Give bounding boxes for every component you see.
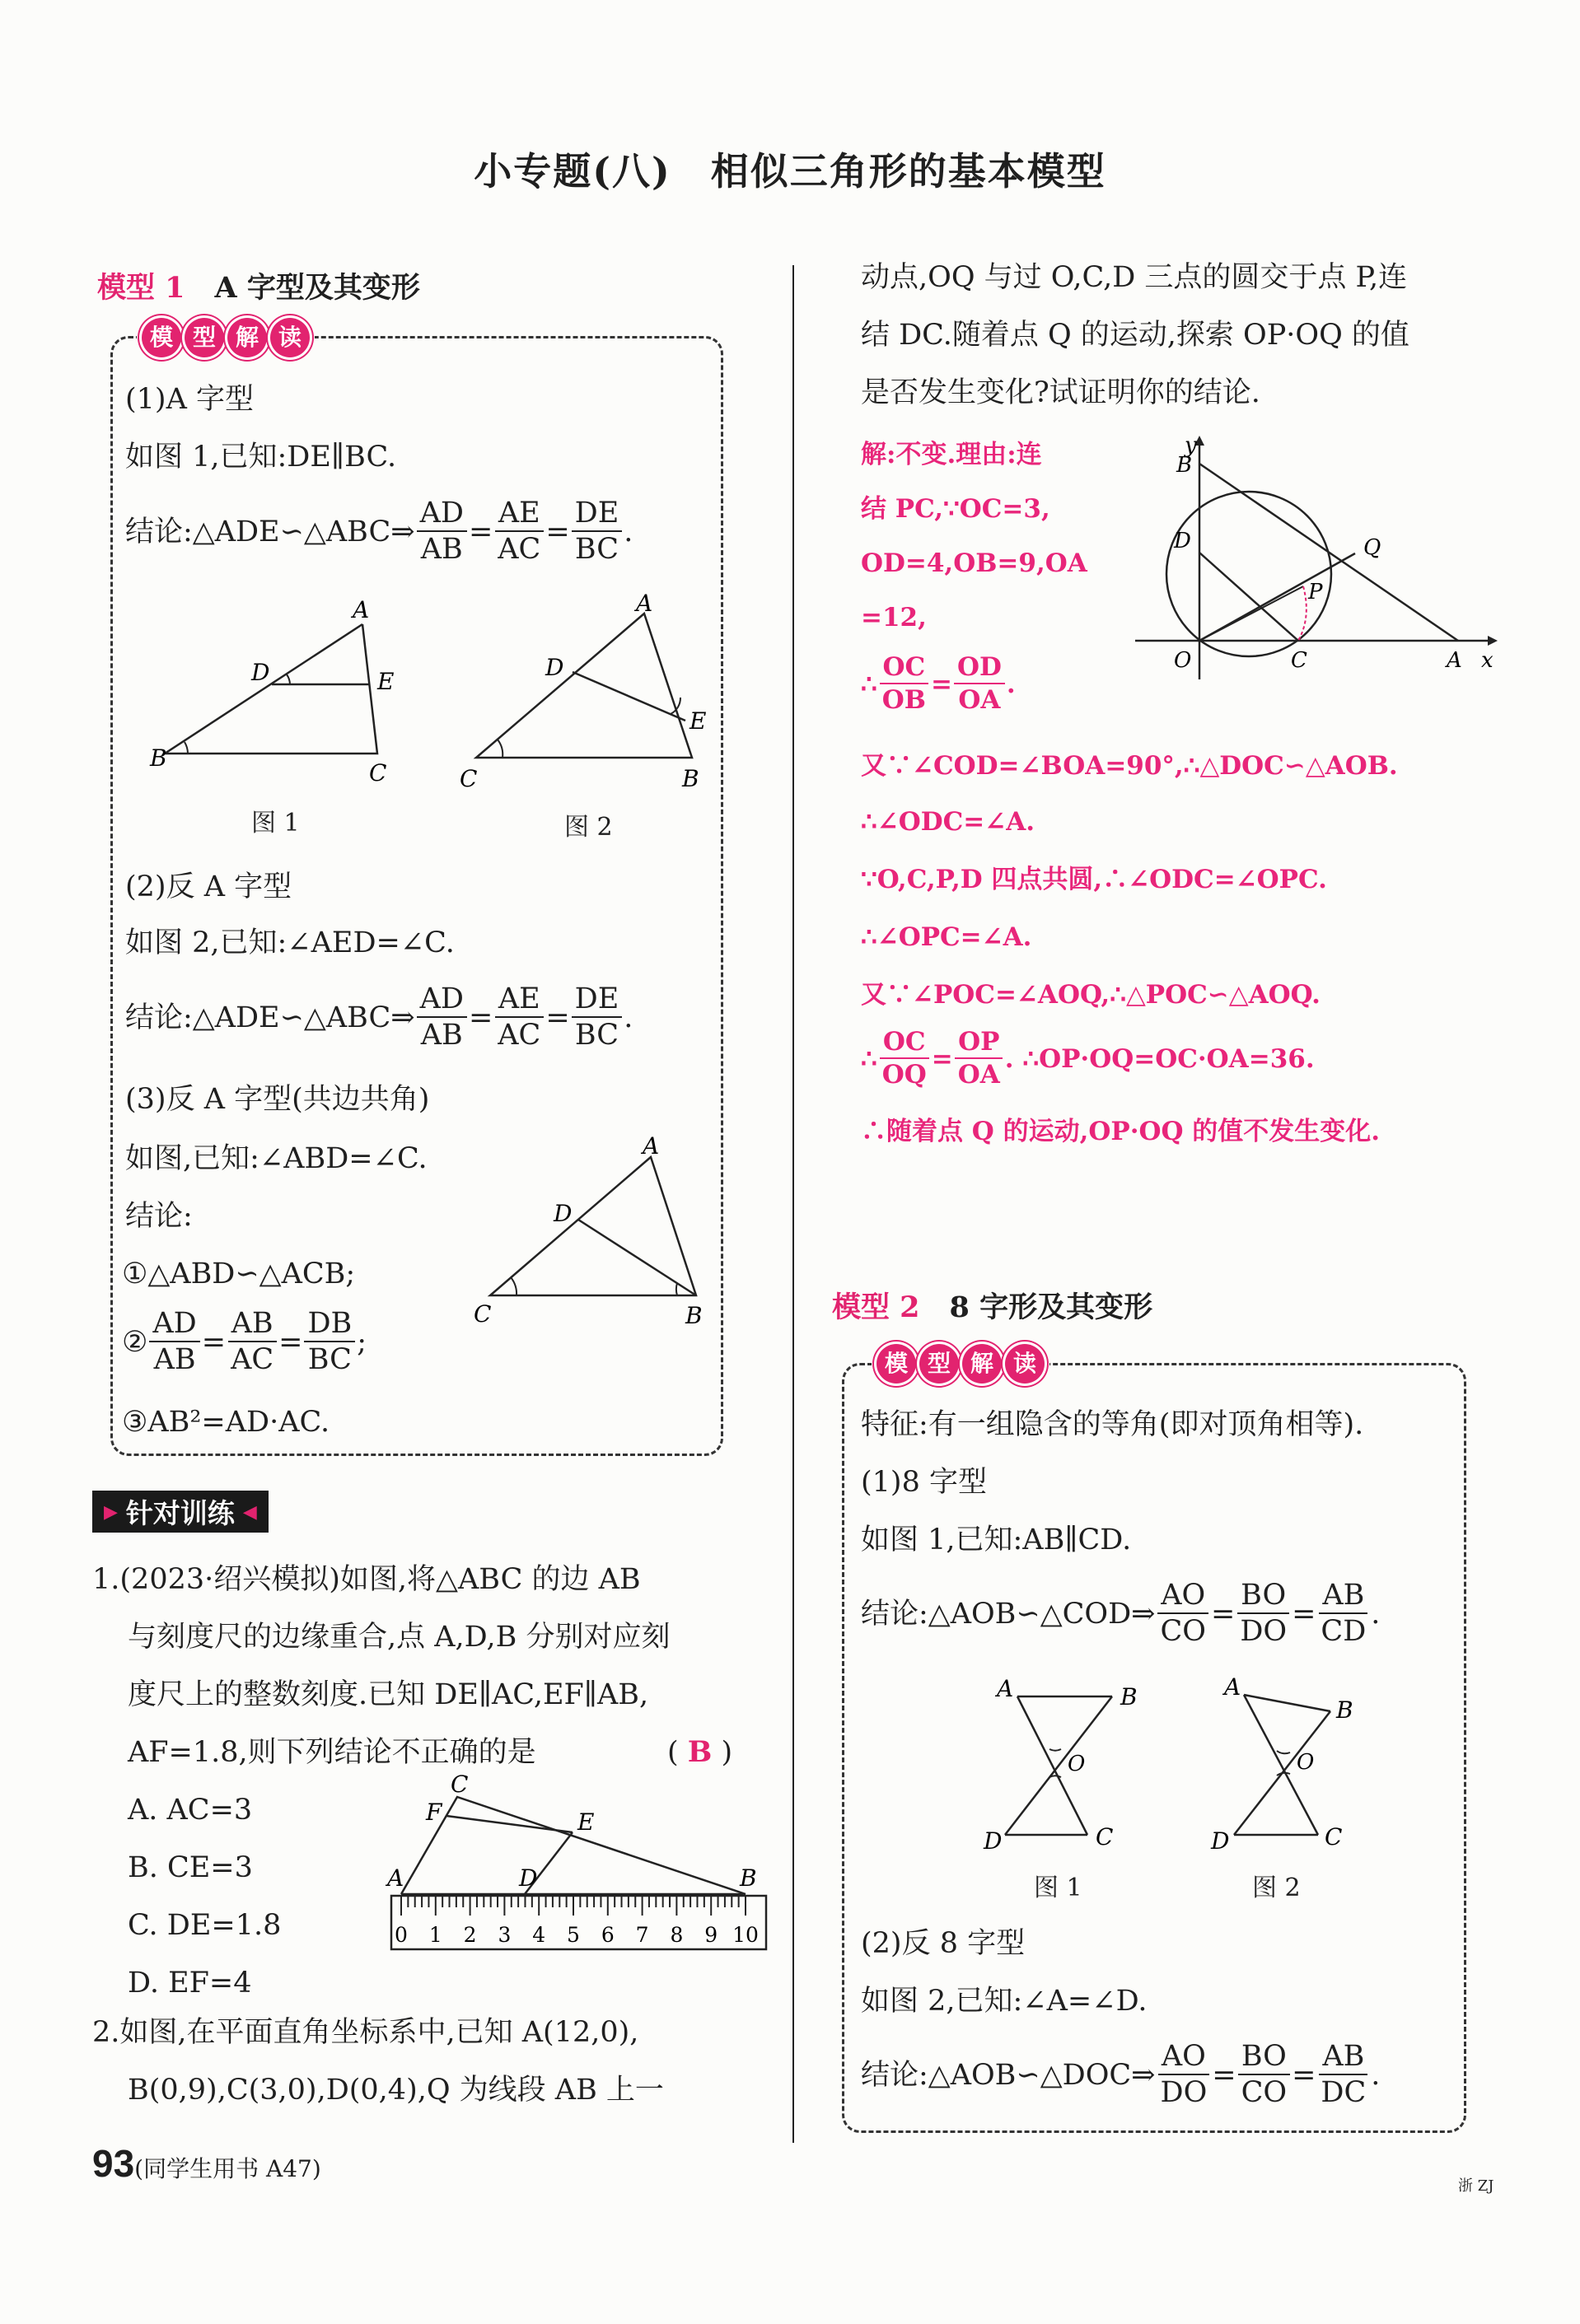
q1-option-a: A. AC=3 — [128, 1794, 253, 1827]
fraction — [1238, 2042, 1290, 2107]
solution-line-6: ∴∠ODC=∠A. — [861, 807, 1035, 837]
ruler-number: 3 — [498, 1923, 512, 1947]
reverse-a-conclusion: 结论:△ADE∽△ABC⇒ $\frac{AD}{AB}$ = $\frac{AE}{AC}$ = $\frac{DE}{BC}$ . — [125, 982, 633, 1052]
numerator: OC — [880, 1029, 929, 1059]
period: . — [1006, 669, 1016, 699]
q1-answer-letter: B — [687, 1735, 713, 1769]
svg-text:A: A — [387, 1864, 404, 1892]
reverse-a-title: (2)反 A 字型 — [125, 870, 292, 903]
solution-line-3: OD=4,OB=9,OA — [861, 548, 1087, 578]
numerator: AD — [417, 985, 467, 1018]
fraction — [417, 499, 467, 564]
q1-line-4: AF=1.8,则下列结论不正确的是 — [128, 1736, 536, 1769]
svg-text:O: O — [1068, 1752, 1086, 1776]
m2-fig2-caption: 图 2 — [1252, 1874, 1301, 1902]
fraction — [494, 982, 544, 1052]
svg-text:D: D — [251, 659, 270, 686]
ruler-number: 5 — [567, 1923, 580, 1947]
numerator: AD — [149, 1309, 199, 1342]
figure-eight-shape — [972, 1672, 1170, 1861]
shared-angle-c1: ①△ABD∽△ACB; — [122, 1258, 356, 1290]
column-divider — [792, 265, 794, 2143]
svg-text:B: B — [1336, 1696, 1353, 1724]
denominator: AC — [231, 1343, 274, 1376]
numerator: AO — [1158, 2042, 1209, 2075]
q1-option-b: B. CE=3 — [128, 1851, 253, 1884]
solution-line-10: ∴随着点 Q 的运动,OP·OQ 的值不发生变化. — [861, 1117, 1381, 1146]
svg-text:E: E — [577, 1808, 595, 1836]
numerator: AO — [1157, 1581, 1208, 1614]
ruler-number: 4 — [532, 1923, 546, 1947]
reverse-eight-title: (2)反 8 字型 — [861, 1927, 1026, 1960]
q2-line-2: B(0,9),C(3,0),D(0,4),Q 为线段 AB 上一 — [128, 2074, 664, 2107]
svg-text:D: D — [519, 1864, 538, 1892]
badge-char: 模 — [876, 1344, 916, 1384]
solution-line-7: ∵O,C,P,D 四点共圆,∴∠ODC=∠OPC. — [861, 865, 1327, 894]
solution-line-9: 又∵∠POC=∠AOQ,∴△POC∽△AOQ. — [861, 980, 1321, 1010]
denominator: CO — [1160, 1615, 1206, 1648]
svg-text:C: C — [474, 1300, 492, 1328]
figure-a-shape — [148, 593, 412, 791]
denominator: DO — [1160, 2076, 1208, 2109]
fig1-caption: 图 1 — [251, 809, 300, 838]
fraction — [304, 1309, 355, 1374]
ruler-number: 6 — [601, 1923, 615, 1947]
therefore: ∴ — [861, 1043, 877, 1074]
badge-char: 型 — [185, 318, 224, 357]
q1-option-d: D. EF=4 — [128, 1967, 252, 2000]
ruler-number: 0 — [395, 1923, 408, 1947]
svg-text:E: E — [689, 707, 707, 735]
q2-line-1: 2.如图,在平面直角坐标系中,已知 A(12,0), — [92, 2016, 639, 2049]
reverse-eight-given: 如图 2,已知:∠A=∠D. — [861, 1985, 1148, 2018]
conclusion-text: 结论:△AOB∽△COD⇒ — [861, 1597, 1156, 1631]
solution-fraction-2 — [861, 1029, 1315, 1088]
denominator: OA — [958, 685, 1001, 715]
svg-text:D: D — [1211, 1827, 1230, 1855]
ruler-number: 1 — [428, 1923, 442, 1947]
numerator: AB — [1319, 1581, 1367, 1614]
svg-text:O: O — [1174, 648, 1192, 673]
q1-answer: ( B ) — [667, 1735, 733, 1769]
badge-char: 解 — [227, 318, 267, 357]
svg-text:O: O — [1297, 1750, 1315, 1775]
eight-shape-conclusion: 结论:△AOB∽△COD⇒ $\frac{AO}{CO}$ = $\frac{BO}{DO}$ = $\frac{AB}{CD}$ . — [861, 1579, 1381, 1648]
conclusion-text: 结论:△ADE∽△ABC⇒ — [125, 515, 415, 548]
svg-text:C: C — [369, 759, 387, 786]
fig2-caption: 图 2 — [564, 813, 613, 842]
fraction — [572, 982, 623, 1052]
shared-angle-conclusion-label: 结论: — [125, 1200, 193, 1233]
a-shape-conclusion: 结论:△ADE∽△ABC⇒ $\frac{AD}{AB}$ = $\frac{AE}{AC}$ = $\frac{DE}{BC}$ . — [125, 497, 633, 566]
numerator: OP — [955, 1029, 1003, 1059]
fraction — [954, 652, 1005, 715]
svg-text:D: D — [554, 1200, 573, 1227]
badge-char: 型 — [919, 1344, 959, 1384]
fraction — [1236, 1581, 1290, 1646]
solution-line-4: =12, — [861, 603, 927, 632]
numerator: DE — [572, 985, 623, 1018]
figure-coordinate — [1129, 432, 1508, 688]
badge-char: 读 — [270, 318, 310, 357]
figure-reverse-a — [453, 593, 717, 799]
model2-heading — [832, 1285, 1152, 1326]
shared-angle-title: (3)反 A 字型(共边共角) — [125, 1083, 430, 1116]
fraction — [1317, 2042, 1369, 2107]
page-number: 93 — [92, 2142, 135, 2185]
badge-char: 模 — [142, 318, 181, 357]
reverse-eight-conclusion: 结论:△AOB∽△DOC⇒ $\frac{AO}{DO}$ = $\frac{BO}{CO}$ = $\frac{AB}{DC}$ . — [861, 2040, 1381, 2109]
svg-text:B: B — [685, 1302, 703, 1329]
denominator: BC — [574, 1019, 619, 1052]
shared-angle-c3: ③AB²=AD·AC. — [122, 1406, 330, 1439]
a-shape-given: 如图 1,已知:DE∥BC. — [125, 441, 397, 474]
denominator: CD — [1321, 1615, 1367, 1648]
denominator: OQ — [881, 1060, 927, 1090]
denominator: BC — [307, 1343, 352, 1376]
svg-text:A: A — [1447, 648, 1462, 673]
page-title: 小专题(八) 相似三角形的基本模型 — [474, 149, 1106, 194]
solution-line-2: 结 PC,∵OC=3, — [861, 494, 1050, 524]
solution-fraction-1 — [861, 652, 1016, 715]
equals: = — [931, 1043, 953, 1074]
denominator: CO — [1241, 2076, 1288, 2109]
model2-name: 8 字形及其变形 — [949, 1290, 1153, 1324]
svg-text:Q: Q — [1363, 535, 1381, 560]
numerator: DE — [572, 499, 623, 532]
denominator: DC — [1321, 2076, 1367, 2109]
q1-line-3: 度尺上的整数刻度.已知 DE∥AC,EF∥AB, — [128, 1678, 649, 1711]
result-text: . ∴OP·OQ=OC·OA=36. — [1004, 1043, 1315, 1074]
conclusion-text: 结论:△AOB∽△DOC⇒ — [861, 2058, 1156, 2092]
eight-shape-title: (1)8 字型 — [861, 1466, 987, 1499]
model2-number: 模型 2 — [832, 1290, 920, 1324]
svg-text:y: y — [1185, 433, 1197, 458]
denominator: OA — [957, 1060, 1000, 1090]
q1-option-c: C. DE=1.8 — [128, 1909, 282, 1942]
denominator: AB — [420, 533, 463, 566]
ruler-number: 2 — [463, 1923, 477, 1947]
denominator: BC — [574, 533, 619, 566]
reverse-a-given: 如图 2,已知:∠AED=∠C. — [125, 926, 455, 959]
svg-text:C: C — [1325, 1823, 1343, 1850]
figure-ruler — [383, 1771, 770, 1960]
model1-badge — [137, 318, 315, 357]
shared-angle-given: 如图,已知:∠ABD=∠C. — [125, 1142, 428, 1175]
fraction — [417, 982, 467, 1052]
fraction — [879, 1029, 930, 1088]
denominator: OB — [881, 685, 926, 715]
fraction — [572, 499, 623, 564]
q1-line-2: 与刻度尺的边缘重合,点 A,D,B 分别对应刻 — [128, 1621, 671, 1654]
model1-heading — [97, 265, 420, 306]
denominator: DO — [1240, 1615, 1288, 1648]
fraction — [494, 499, 544, 564]
svg-text:B: B — [740, 1864, 757, 1892]
training-label: ▶ 针对训练 ◀ — [92, 1491, 269, 1533]
therefore: ∴ — [861, 669, 877, 699]
denominator: AC — [498, 533, 541, 566]
badge-char: 解 — [962, 1344, 1002, 1384]
equals: = — [930, 669, 952, 699]
svg-text:B: B — [1176, 453, 1193, 478]
ruler-number: 10 — [732, 1923, 759, 1947]
fraction — [149, 1309, 199, 1374]
numerator: OD — [954, 655, 1005, 684]
model1-name: A 字型及其变形 — [214, 271, 420, 305]
model2-feature: 特征:有一组隐含的等角(即对顶角相等). — [861, 1408, 1364, 1441]
svg-text:x: x — [1481, 648, 1494, 673]
denominator: AB — [420, 1019, 463, 1052]
solution-line-1: 解:不变.理由:连 — [861, 440, 1042, 469]
denominator: AB — [153, 1343, 196, 1376]
svg-text:F: F — [426, 1799, 442, 1826]
conclusion-text: 结论:△ADE∽△ABC⇒ — [125, 1001, 415, 1034]
svg-text:A: A — [353, 596, 370, 623]
svg-text:P: P — [1308, 580, 1323, 604]
ruler-number: 7 — [635, 1923, 649, 1947]
m2-fig1-caption: 图 1 — [1034, 1874, 1082, 1902]
svg-text:A: A — [1224, 1673, 1241, 1701]
figure-shared-angle — [461, 1132, 725, 1330]
fraction — [879, 652, 929, 715]
svg-text:C: C — [1291, 648, 1307, 673]
model1-number: 模型 1 — [97, 271, 185, 305]
numerator: AE — [495, 985, 544, 1018]
training-label-text: 针对训练 — [125, 1497, 235, 1529]
fraction — [1157, 1581, 1209, 1646]
svg-text:C: C — [451, 1771, 469, 1798]
svg-text:B: B — [150, 744, 167, 772]
numerator: OC — [880, 655, 929, 684]
eight-shape-given: 如图 1,已知:AB∥CD. — [861, 1524, 1132, 1556]
numerator: BO — [1238, 2042, 1290, 2075]
fraction — [1157, 2042, 1211, 2107]
fraction — [227, 1309, 277, 1374]
svg-text:A: A — [636, 593, 653, 617]
ruler-ticks — [401, 1896, 746, 1916]
svg-text:D: D — [984, 1827, 1003, 1855]
numerator: DB — [304, 1309, 355, 1342]
denominator: AC — [498, 1019, 541, 1052]
svg-text:C: C — [460, 765, 478, 792]
q1-line-1: 1.(2023·绍兴模拟)如图,将△ABC 的边 AB — [92, 1563, 641, 1596]
footer-page — [92, 2141, 321, 2186]
q2-line-5: 是否发生变化?试证明你的结论. — [861, 376, 1260, 409]
numerator: AB — [228, 1309, 277, 1342]
numerator: AB — [1319, 2042, 1367, 2075]
solution-line-8: ∴∠OPC=∠A. — [861, 922, 1032, 952]
svg-text:E: E — [377, 668, 395, 695]
svg-text:B: B — [682, 765, 699, 792]
figure-reverse-eight — [1194, 1672, 1400, 1861]
ruler-number: 8 — [670, 1923, 684, 1947]
model2-badge — [872, 1344, 1049, 1384]
numerator: BO — [1237, 1581, 1289, 1614]
edition-code: 浙 ZJ — [1458, 2177, 1494, 2195]
svg-text:D: D — [545, 654, 564, 681]
svg-text:B: B — [1120, 1683, 1138, 1710]
fraction — [955, 1029, 1003, 1088]
ruler-number: 9 — [704, 1923, 718, 1947]
solution-line-5: 又∵∠COD=∠BOA=90°,∴△DOC∽△AOB. — [861, 751, 1398, 781]
badge-char: 读 — [1005, 1344, 1045, 1384]
q2-line-4: 结 DC.随着点 Q 的运动,探索 OP·OQ 的值 — [861, 319, 1409, 352]
fraction — [1317, 1581, 1369, 1646]
svg-text:C: C — [1096, 1823, 1114, 1850]
page-note: (同学生用书 A47) — [134, 2155, 321, 2182]
a-shape-title: (1)A 字型 — [125, 383, 254, 416]
q2-line-3: 动点,OQ 与过 O,C,D 三点的圆交于点 P,连 — [861, 261, 1408, 294]
numerator: AD — [417, 499, 467, 532]
svg-text:A: A — [643, 1132, 660, 1160]
shared-angle-c2: ② $\frac{AD}{AB}$ = $\frac{AB}{AC}$ = $\frac{DB}{BC}$ ; — [122, 1307, 367, 1376]
numerator: AE — [495, 499, 544, 532]
svg-text:D: D — [1174, 529, 1191, 553]
svg-text:A: A — [997, 1675, 1014, 1702]
